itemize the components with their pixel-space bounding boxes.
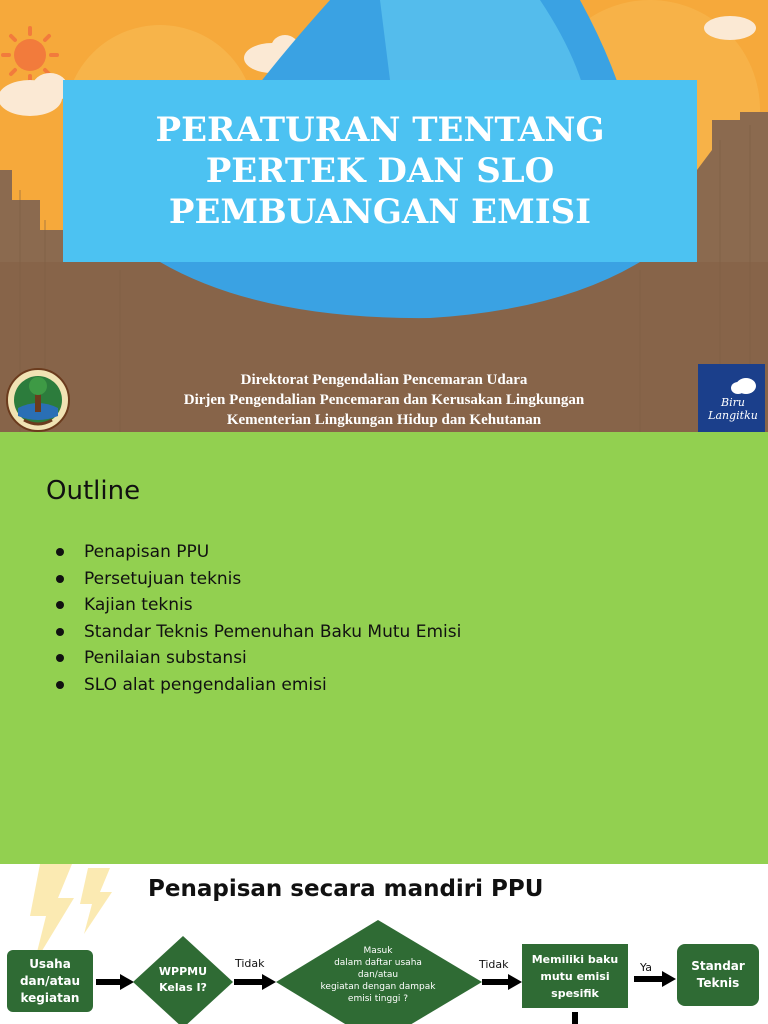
title-line: PERATURAN TENTANG: [155, 109, 605, 150]
flowchart-slide: [0, 864, 768, 1024]
lightning-icon: [30, 864, 112, 964]
list-item: [56, 566, 461, 593]
list-item-text: Penapisan PPU: [84, 542, 210, 563]
list-item-text: Kajian teknis: [84, 595, 193, 616]
slide-title: [100, 110, 660, 233]
flowchart-title: Penapisan secara mandiri PPU: [148, 876, 544, 902]
box-line: mutu emisi: [540, 969, 610, 983]
credits-block: [100, 370, 668, 430]
credit-line-dirjen: Dirjen Pengendalian Pencemaran dan Kerusakan Lingkungan: [183, 392, 585, 408]
bullet-icon: [56, 681, 64, 689]
credit-line-ministry: Kementerian Lingkungan Hidup dan Kehutanan: [226, 412, 542, 428]
title-box: [63, 80, 697, 262]
diamond-line: kegiatan dengan dampak: [320, 982, 436, 992]
start-box-line: kegiatan: [20, 990, 80, 1005]
list-item: [56, 672, 461, 699]
biru-langitku-logo: [698, 364, 765, 432]
start-box-line: dan/atau: [19, 973, 81, 988]
credit-line-directorate: Direktorat Pengendalian Pencemaran Udara: [240, 372, 528, 388]
list-item: [56, 539, 461, 566]
no-label: Tidak: [479, 958, 509, 971]
end-box: [677, 944, 759, 1006]
start-box: [7, 950, 93, 1012]
title-line: PEMBUANGAN EMISI: [168, 191, 592, 232]
box-line: spesifik: [551, 986, 599, 1000]
yes-label: Ya: [640, 961, 652, 974]
end-box-line: Teknis: [696, 976, 740, 990]
bullet-icon: [56, 575, 64, 583]
bullet-icon: [56, 654, 64, 662]
list-item: [56, 619, 461, 646]
list-item: [56, 592, 461, 619]
list-item-text: SLO alat pengendalian emisi: [84, 674, 327, 695]
title-slide: [0, 0, 768, 432]
biru-langitku-text: Biru Langitku: [708, 396, 758, 422]
diamond-wppmu-text: [143, 964, 223, 996]
list-item-text: Persetujuan teknis: [84, 568, 242, 589]
diamond-emisi-text: [300, 945, 456, 1005]
start-box-line: Usaha: [29, 956, 71, 971]
list-item-text: Standar Teknis Pemenuhan Baku Mutu Emisi: [84, 621, 462, 642]
box-line: Memiliki baku: [531, 952, 619, 966]
outline-heading: Outline: [46, 476, 141, 506]
bullet-icon: [56, 601, 64, 609]
outline-slide: [0, 432, 768, 864]
diamond-line: emisi tinggi ?: [347, 994, 409, 1004]
diamond-line: Kelas I?: [159, 981, 207, 994]
diamond-line: WPPMU: [158, 965, 208, 978]
end-box-line: Standar: [691, 959, 745, 973]
list-item-text: Penilaian substansi: [84, 648, 247, 669]
bullet-icon: [56, 628, 64, 636]
no-label: Tidak: [235, 957, 265, 970]
diamond-line: dalam daftar usaha: [334, 958, 422, 968]
list-item: [56, 645, 461, 672]
title-line: PERTEK DAN SLO: [205, 150, 555, 191]
diamond-line: Masuk: [363, 946, 393, 956]
bullet-icon: [56, 548, 64, 556]
baku-mutu-box: [522, 944, 628, 1008]
diamond-line: dan/atau: [357, 970, 399, 980]
klhk-logo-icon: [4, 368, 72, 432]
outline-list: [56, 539, 461, 698]
